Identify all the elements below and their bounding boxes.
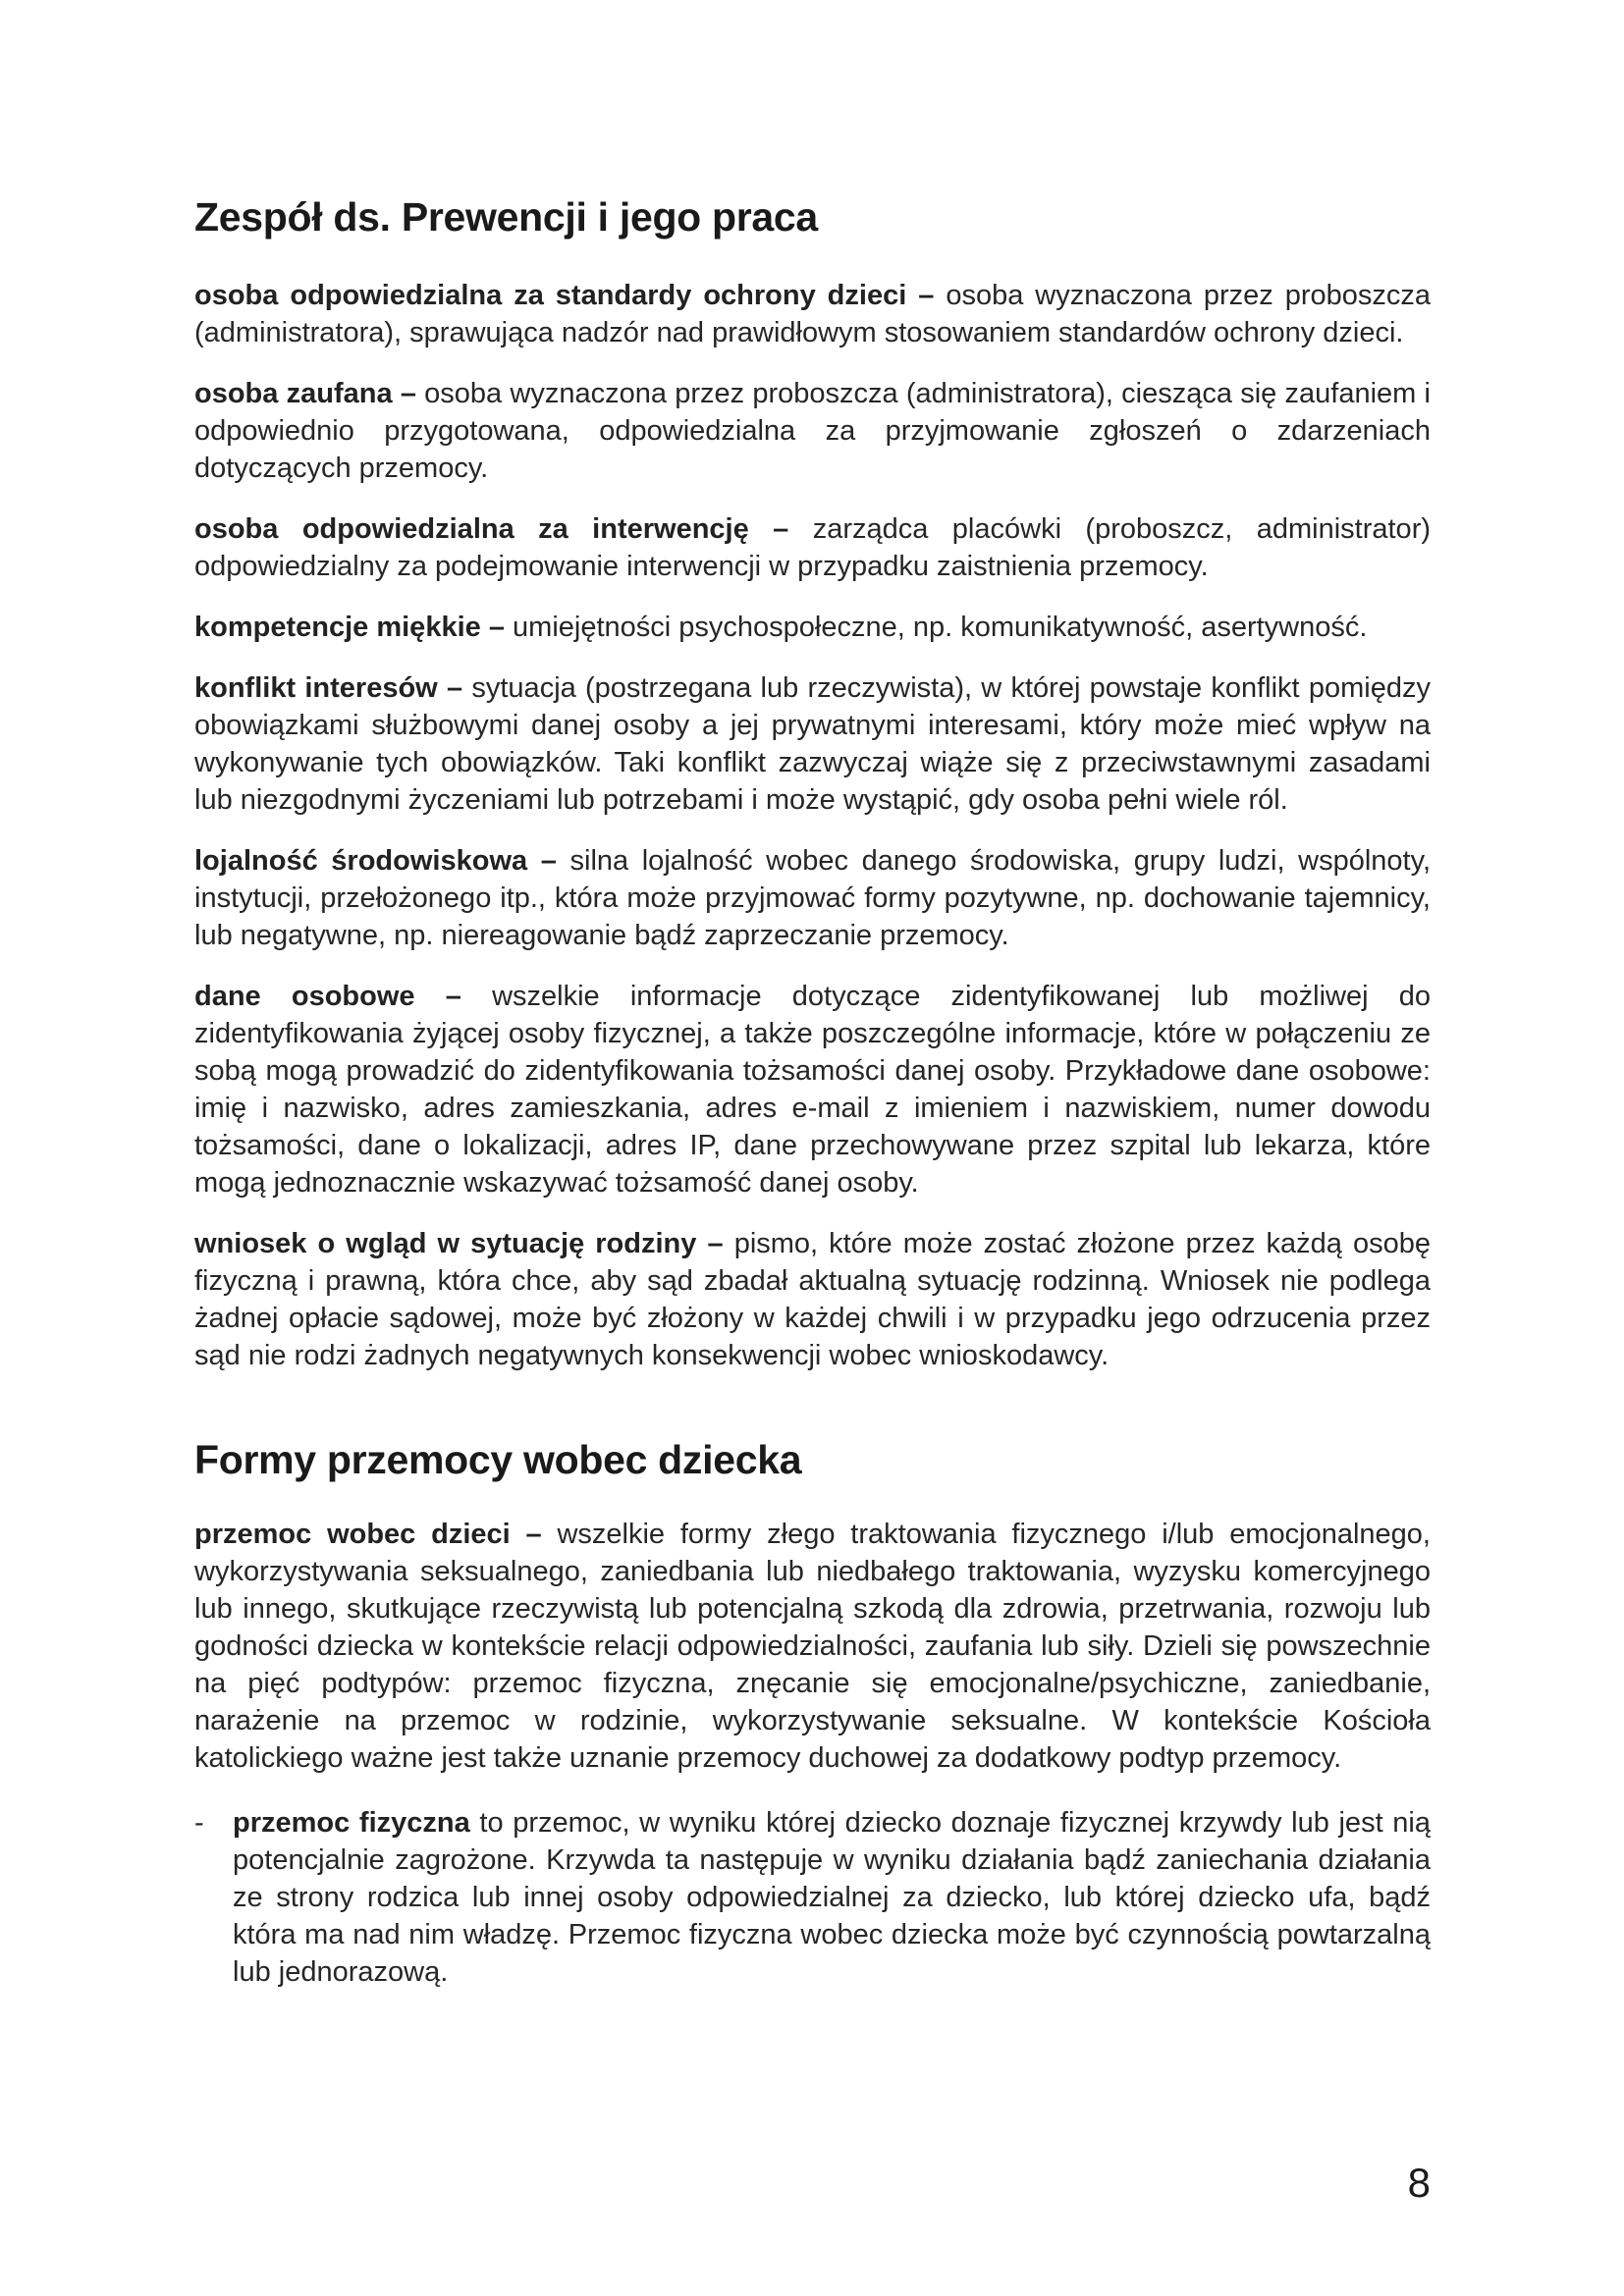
definition-osoba-odpowiedzialna-za-interwencje [194,510,1431,585]
definition-separator: – [707,1228,724,1259]
definition-przemoc-wobec-dzieci [194,1516,1431,1777]
definition-separator: – [525,1519,542,1550]
section-heading-formy-przemocy: Formy przemocy wobec dziecka [194,1437,802,1482]
page-number: 8 [1407,2160,1431,2206]
definition-text: silna lojalność wobec danego środowiska, grupy ludzi, wspólnoty, instytucji, przełożonego itp., która może przyjmować formy pozytywne, np. dochowanie tajemnicy, lub negatywne, np. niereagowanie bądź zaprzeczanie przemocy. [194,845,1432,951]
definition-kompetencje-miekkie [194,609,1431,646]
list-item-przemoc-fizyczna [194,1804,1431,1991]
section-heading-zespol-ds-prewencji: Zespół ds. Prewencji i jego praca [194,194,818,240]
definition-lojalnosc-srodowiskowa [194,842,1431,954]
definition-separator: – [918,280,935,311]
definition-term: dane osobowe [194,981,415,1012]
definition-text: zarządca placówki (proboszcz, administrator) odpowiedzialny za podejmowanie interwencji w przypadku zaistnienia przemocy. [194,513,1432,582]
definition-separator: – [446,672,463,704]
definition-text: osoba wyznaczona przez proboszcza (administratora), ciesząca się zaufaniem i odpowiednio przygotowana, odpowiedzialna za przyjmowanie zgłoszeń o zdarzeniach dotyczących przemocy. [194,378,1431,484]
definition-term: osoba odpowiedzialna za interwencję [194,513,749,545]
definition-osoba-zaufana [194,375,1431,487]
definition-text: osoba wyznaczona przez proboszcza (administratora), sprawująca nadzór nad prawidłowym stosowaniem standardów ochrony dzieci. [194,280,1431,348]
definition-dane-osobowe [194,978,1431,1201]
definition-text: pismo, które może zostać złożone przez każdą osobę fizyczną i prawną, która chce, aby sąd zbadał aktualną sytuację rodzinną. Wniosek nie podlega żadnej opłacie sądowej, może być złożony w każdej chwili i w przypadku jego odrzucenia przez sąd nie rodzi żadnych negatywnych konsekwencji wobec wnioskodawcy. [194,1228,1432,1371]
definition-konflikt-interesow [194,669,1431,819]
definition-term: przemoc wobec dzieci [194,1519,511,1550]
list-item-marker: - [194,1807,204,1839]
definition-separator: – [400,378,416,409]
definition-wniosek-o-wglad [194,1225,1431,1374]
definition-separator: – [773,513,789,545]
definition-term: osoba zaufana [194,378,393,409]
definition-separator: – [540,845,557,877]
definition-term: lojalność środowiskowa [194,845,528,877]
definition-text: sytuacja (postrzegana lub rzeczywista), w której powstaje konflikt pomiędzy obowiązkami służbowymi danej osoby a jej prywatnymi interesami, który może mieć wpływ na wykonywanie tych obowiązków. Taki konflikt zazwyczaj wiąże się z przeciwstawnymi zasadami lub niezgodnymi życzeniami lub potrzebami i może wystąpić, gdy osoba pełni wiele ról. [194,672,1431,816]
definition-separator: – [488,612,505,643]
definition-text: wszelkie informacje dotyczące zidentyfikowanej lub możliwej do zidentyfikowania żyjącej osoby fizycznej, a także poszczególne informacje, które w połączeniu ze sobą mogą prowadzić do zidentyfikowania tożsamości danej osoby. Przykładowe dane osobowe: imię i nazwisko, adres zamieszkania, adres e-mail z imieniem i nazwiskiem, numer dowodu tożsamości, dane o lokalizacji, adres IP, dane przechowywane przez szpital lub lekarza, które mogą jednoznacznie wskazywać tożsamość danej osoby. [194,981,1431,1199]
definition-osoba-odpowiedzialna-za-standardy [194,277,1431,351]
definition-term: osoba odpowiedzialna za standardy ochrony dzieci [194,280,907,311]
list-item-term: przemoc fizyczna [233,1807,470,1839]
definition-term: wniosek o wgląd w sytuację rodziny [194,1228,697,1259]
definition-term: kompetencje miękkie [194,612,481,643]
definition-text: umiejętności psychospołeczne, np. komunikatywność, asertywność. [513,612,1368,643]
definition-separator: – [445,981,461,1012]
definition-text: wszelkie formy złego traktowania fizycznego i/lub emocjonalnego, wykorzystywania seksualnego, zaniedbania lub niedbałego traktowania, wyzysku komercyjnego lub innego, skutkujące rzeczywistą lub potencjalną szkodą dla zdrowia, przetrwania, rozwoju lub godności dziecka w kontekście relacji odpowiedzialności, zaufania lub siły. Dzieli się powszechnie na pięć podtypów: przemoc fizyczna, znęcanie się emocjonalne/psychiczne, zaniedbanie, narażenie na przemoc w rodzinie, wykorzystywanie seksualne. W kontekście Kościoła katolickiego ważne jest także uznanie przemocy duchowej za dodatkowy podtyp przemocy. [194,1519,1431,1774]
page-content [194,0,1431,1991]
definition-term: konflikt interesów [194,672,438,704]
list-item-text: to przemoc, w wyniku której dziecko doznaje fizycznej krzywdy lub jest nią potencjalnie zagrożone. Krzywda ta następuje w wyniku działania bądź zaniechania działania ze strony rodzica lub innej osoby odpowiedzialnej za dziecko, lub której dziecko ufa, bądź która ma nad nim władzę. Przemoc fizyczna wobec dziecka może być czynnością powtarzalną lub jednorazową. [233,1807,1431,1988]
